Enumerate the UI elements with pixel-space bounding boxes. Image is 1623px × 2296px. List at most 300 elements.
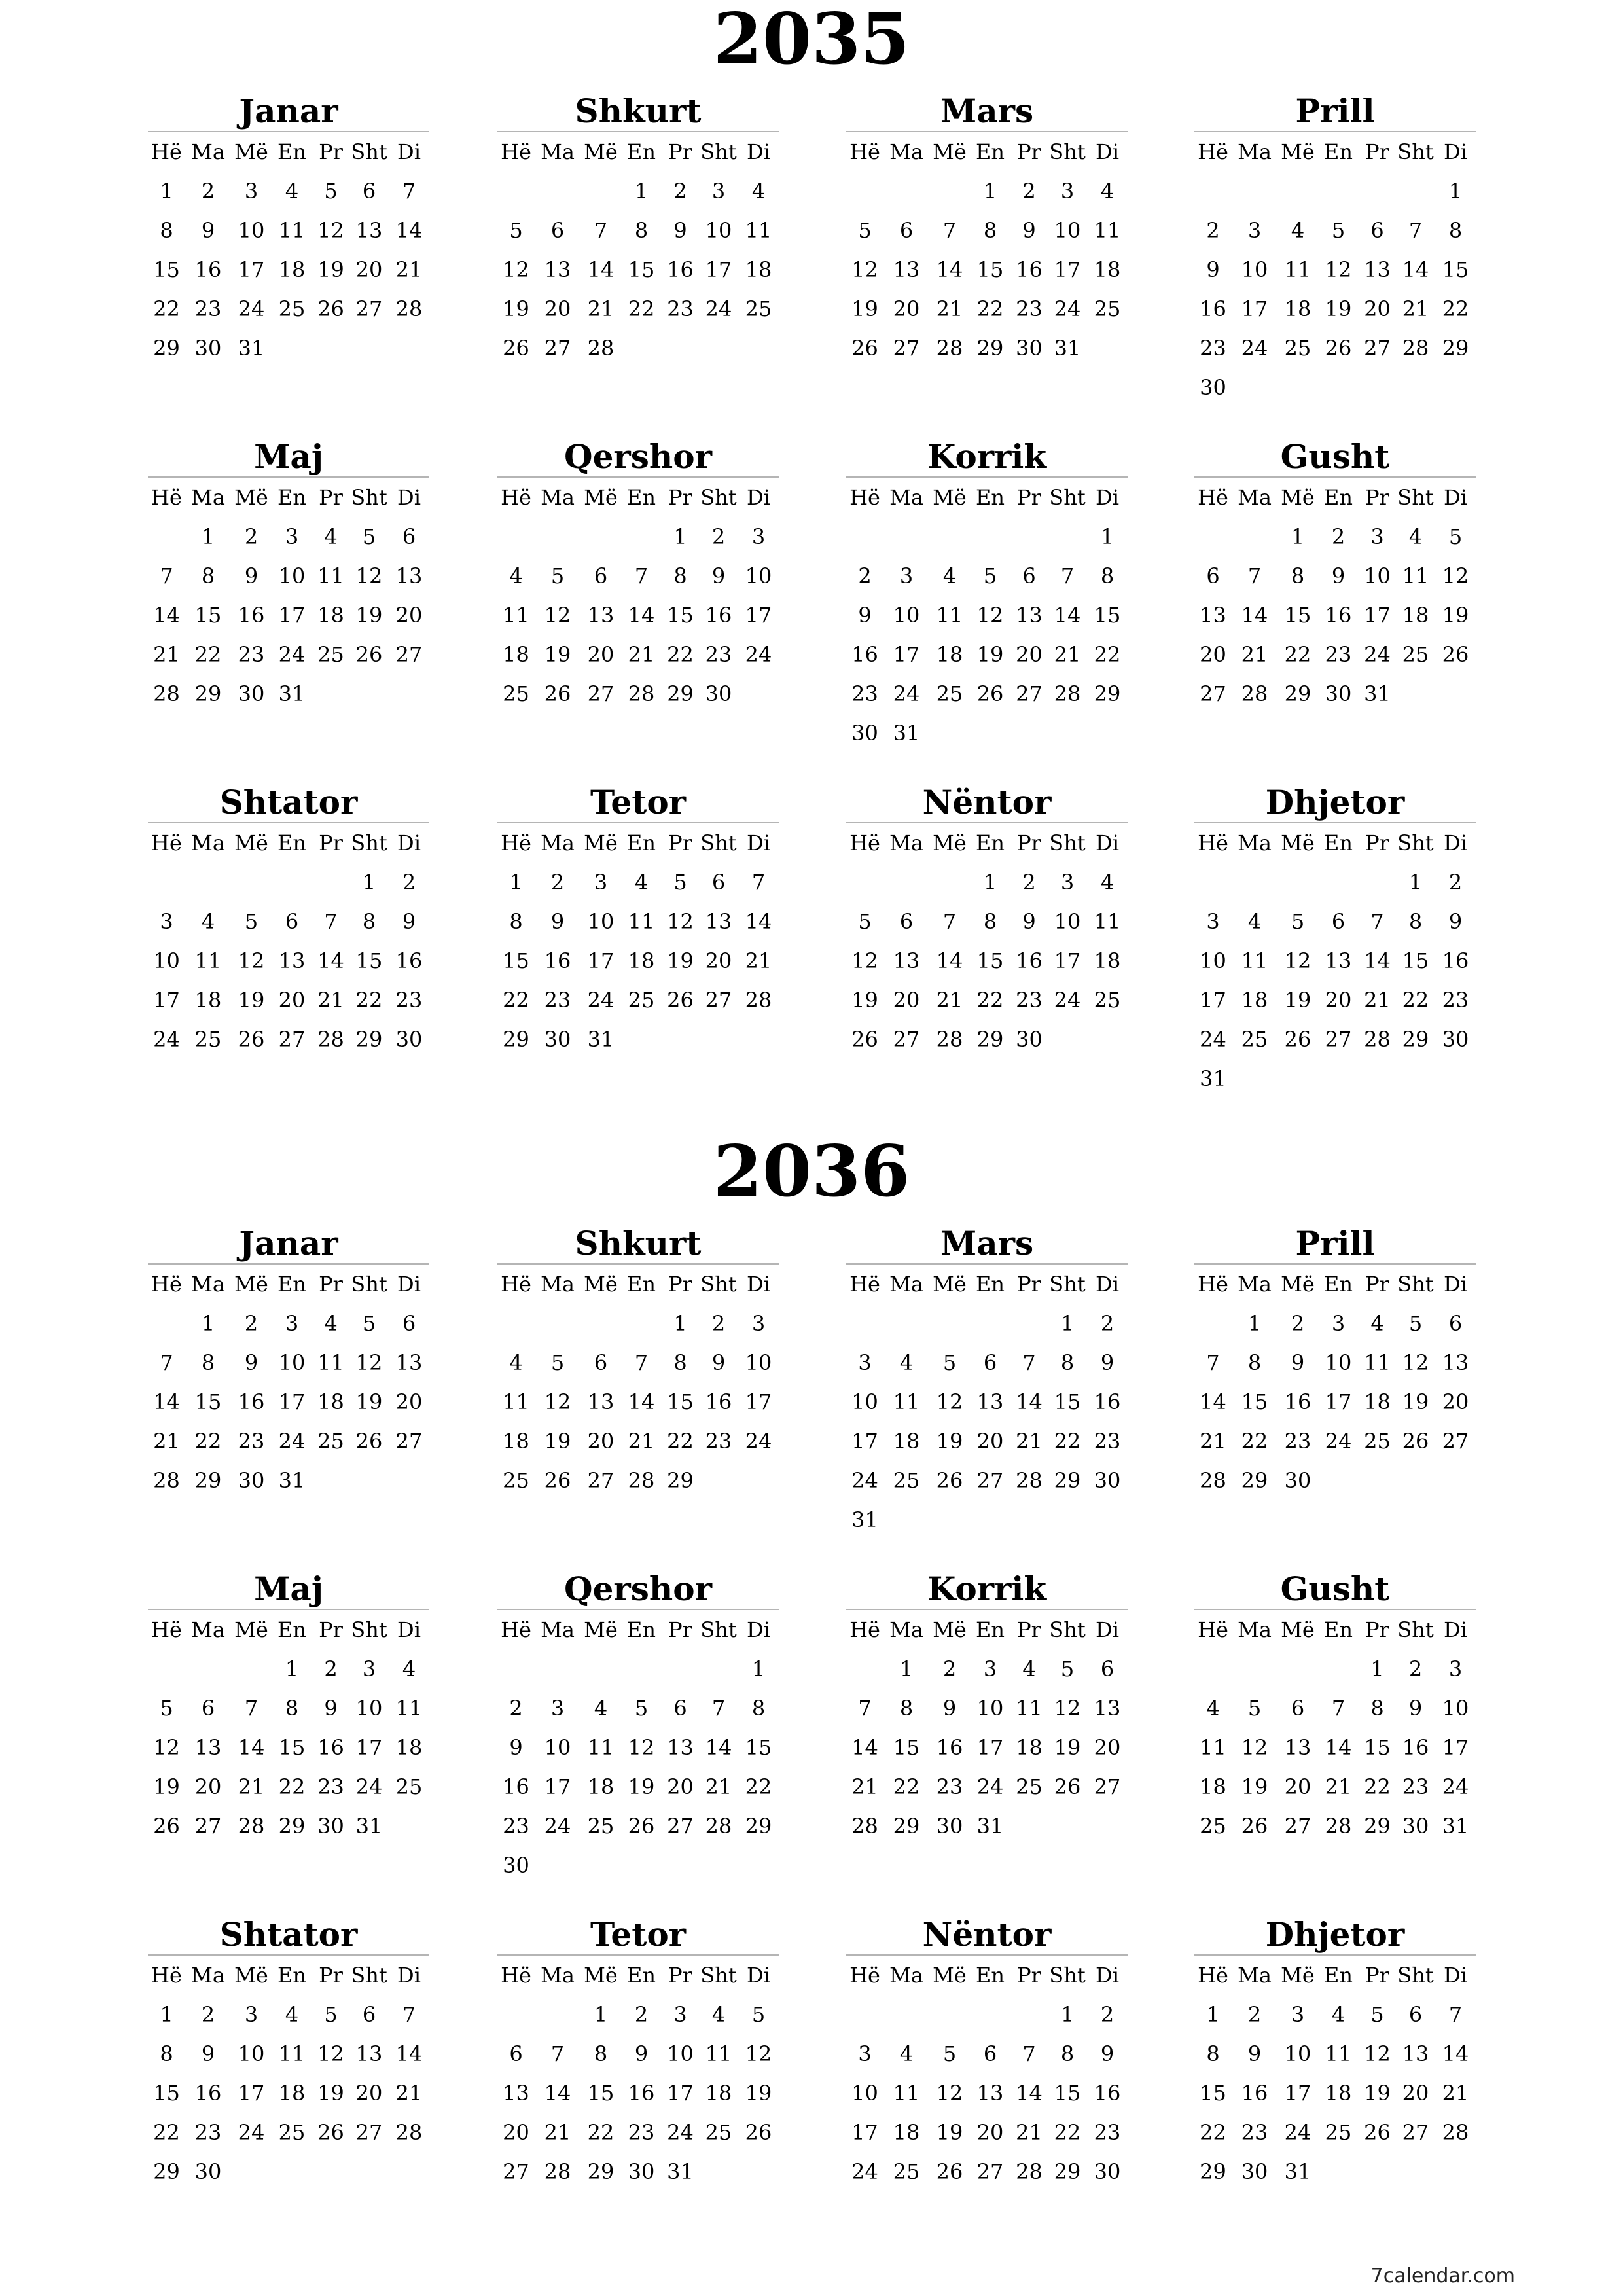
weekday-header: Sht (1049, 1272, 1086, 1297)
day-cell: 29 (153, 2159, 180, 2184)
weekday-header: Di (747, 485, 770, 510)
day-cell: 23 (1200, 336, 1226, 361)
day-cell: 24 (238, 2120, 265, 2145)
day-cell: 11 (278, 218, 306, 243)
day-cell: 1 (160, 2002, 173, 2027)
day-cell: 21 (1402, 296, 1429, 321)
day-cell: 31 (238, 336, 265, 361)
day-cell: 6 (1022, 564, 1036, 588)
day-cell: 30 (1402, 1814, 1429, 1839)
day-cell: 21 (705, 1774, 732, 1799)
day-cell: 24 (1325, 1429, 1352, 1454)
weekday-header: Hë (1198, 485, 1228, 510)
day-cell: 18 (395, 1735, 423, 1760)
day-cell: 8 (1370, 1696, 1384, 1721)
day-cell: 14 (705, 1735, 732, 1760)
day-cell: 9 (1247, 2041, 1262, 2066)
weekday-header: Pr (319, 1272, 343, 1297)
day-cell: 2 (244, 1311, 259, 1336)
weekday-header: En (1324, 1272, 1353, 1297)
day-cell: 22 (976, 296, 1004, 321)
empty-cell (535, 517, 580, 556)
day-cell: 13 (587, 603, 615, 628)
day-cell: 16 (851, 642, 878, 667)
day-cell: 2 (858, 564, 872, 588)
month-name: Nëntor (846, 783, 1128, 823)
weekday-header: Ma (191, 485, 225, 510)
day-cell: 7 (711, 1696, 726, 1721)
day-cell: 7 (550, 2041, 565, 2066)
day-cell: 9 (1206, 257, 1220, 282)
day-cell: 13 (194, 1735, 222, 1760)
month-name: Janar (148, 1224, 429, 1265)
day-cell: 10 (1054, 909, 1081, 934)
day-cell: 13 (1200, 603, 1226, 628)
day-cell: 10 (544, 1735, 571, 1760)
day-cell: 14 (317, 948, 344, 973)
day-cell: 2 (244, 524, 259, 549)
empty-cell (929, 517, 970, 556)
day-cell: 27 (667, 1814, 694, 1839)
day-cell: 14 (1402, 257, 1429, 282)
day-cell: 18 (278, 2081, 306, 2106)
day-cell: 12 (355, 1350, 383, 1375)
weekday-header: Pr (1017, 1272, 1041, 1297)
empty-cell (272, 863, 312, 902)
weekday-header: Ma (541, 139, 575, 164)
day-cell: 27 (587, 681, 615, 706)
day-cell: 21 (628, 642, 655, 667)
day-cell: 5 (942, 2041, 957, 2066)
day-cell: 22 (745, 1774, 772, 1799)
day-cell: 17 (278, 603, 306, 628)
month-janar (148, 1224, 429, 1500)
day-cell: 6 (594, 1350, 608, 1375)
day-grid (148, 478, 429, 713)
day-cell: 23 (936, 1774, 963, 1799)
day-cell: 6 (362, 179, 376, 204)
day-cell: 5 (1060, 1657, 1075, 1681)
month-nëntor (846, 783, 1128, 1059)
day-cell: 15 (503, 948, 529, 973)
empty-cell (1194, 1304, 1232, 1343)
day-cell: 24 (1054, 988, 1081, 1013)
day-cell: 16 (194, 257, 222, 282)
empty-cell (699, 1649, 738, 1689)
day-cell: 5 (244, 909, 259, 934)
day-cell: 23 (628, 2120, 655, 2145)
day-cell: 15 (587, 2081, 615, 2106)
day-cell: 12 (317, 2041, 344, 2066)
day-cell: 28 (1200, 1468, 1226, 1493)
day-cell: 7 (634, 1350, 649, 1375)
day-cell: 28 (153, 1468, 180, 1493)
day-cell: 16 (705, 603, 732, 628)
empty-cell (929, 1304, 970, 1343)
day-cell: 12 (628, 1735, 655, 1760)
day-cell: 10 (1325, 1350, 1352, 1375)
day-cell: 12 (238, 948, 265, 973)
weekday-header: Di (1444, 1617, 1467, 1642)
day-cell: 10 (1442, 1696, 1469, 1721)
footer-credit: 7calendar.com (1370, 2265, 1515, 2287)
day-cell: 26 (1402, 1429, 1429, 1454)
day-cell: 26 (1054, 1774, 1081, 1799)
day-grid (1194, 478, 1476, 713)
month-maj (148, 1570, 429, 1846)
day-cell: 15 (1054, 1390, 1081, 1414)
day-cell: 20 (355, 257, 383, 282)
day-cell: 24 (355, 1774, 383, 1799)
day-cell: 26 (238, 1027, 265, 1052)
day-cell: 15 (278, 1735, 306, 1760)
day-cell: 3 (285, 524, 299, 549)
day-cell: 2 (1448, 870, 1463, 895)
day-cell: 29 (194, 1468, 222, 1493)
empty-cell (497, 171, 535, 211)
day-cell: 26 (1442, 642, 1469, 667)
day-cell: 3 (1331, 1311, 1346, 1336)
month-qershor (497, 437, 779, 713)
day-cell: 26 (851, 1027, 878, 1052)
day-cell: 13 (893, 257, 920, 282)
weekday-header: En (976, 485, 1005, 510)
day-cell: 4 (509, 1350, 523, 1375)
month-name: Shtator (148, 783, 429, 823)
weekday-header: Sht (1049, 831, 1086, 855)
day-cell: 5 (751, 2002, 766, 2027)
day-cell: 27 (1442, 1429, 1469, 1454)
day-cell: 17 (153, 988, 180, 1013)
month-gusht (1194, 437, 1476, 713)
day-cell: 10 (1200, 948, 1226, 973)
weekday-header: Më (1281, 1617, 1315, 1642)
day-cell: 4 (1247, 909, 1262, 934)
empty-cell (1232, 863, 1277, 902)
day-cell: 23 (544, 988, 571, 1013)
empty-cell (1194, 1649, 1232, 1689)
day-cell: 10 (278, 564, 306, 588)
weekday-header: Hë (849, 1617, 880, 1642)
day-cell: 25 (1016, 1774, 1043, 1799)
day-cell: 20 (503, 2120, 529, 2145)
weekday-header: Sht (351, 485, 387, 510)
day-cell: 3 (858, 2041, 872, 2066)
day-cell: 6 (550, 218, 565, 243)
weekday-header: En (627, 1272, 656, 1297)
day-cell: 4 (201, 909, 215, 934)
day-cell: 18 (1241, 988, 1268, 1013)
year-title: 2036 (713, 1130, 910, 1213)
day-cell: 31 (278, 1468, 306, 1493)
empty-cell (148, 517, 185, 556)
weekday-header: Më (584, 1617, 618, 1642)
day-cell: 29 (667, 681, 694, 706)
day-cell: 29 (1284, 681, 1311, 706)
day-grid (846, 823, 1128, 1059)
month-nëntor (846, 1915, 1128, 2191)
day-cell: 6 (402, 524, 416, 549)
day-cell: 28 (317, 1027, 344, 1052)
empty-cell (535, 1995, 580, 2034)
day-cell: 16 (395, 948, 423, 973)
day-cell: 11 (936, 603, 963, 628)
day-cell: 10 (1284, 2041, 1311, 2066)
day-cell: 6 (1331, 909, 1346, 934)
day-cell: 21 (1241, 642, 1268, 667)
day-cell: 14 (851, 1735, 878, 1760)
day-cell: 28 (238, 1814, 265, 1839)
day-cell: 10 (851, 2081, 878, 2106)
day-grid (497, 1610, 779, 1885)
day-cell: 25 (745, 296, 772, 321)
day-cell: 30 (936, 1814, 963, 1839)
weekday-header: En (1324, 831, 1353, 855)
empty-cell (1318, 1649, 1359, 1689)
day-cell: 15 (355, 948, 383, 973)
day-cell: 20 (976, 2120, 1004, 2145)
weekday-header: Di (1096, 1963, 1119, 1988)
day-cell: 2 (1100, 1311, 1115, 1336)
month-name: Prill (1194, 92, 1476, 132)
weekday-header: Ma (1238, 1617, 1272, 1642)
day-cell: 10 (667, 2041, 694, 2066)
day-cell: 20 (194, 1774, 222, 1799)
month-prill (1194, 92, 1476, 407)
day-cell: 7 (942, 218, 957, 243)
day-cell: 27 (355, 296, 383, 321)
day-cell: 18 (1402, 603, 1429, 628)
day-cell: 17 (851, 1429, 878, 1454)
day-cell: 15 (976, 257, 1004, 282)
day-cell: 13 (395, 564, 423, 588)
day-grid (148, 1610, 429, 1846)
day-cell: 7 (1022, 2041, 1036, 2066)
day-cell: 25 (587, 1814, 615, 1839)
month-korrik (846, 437, 1128, 753)
day-cell: 18 (936, 642, 963, 667)
day-cell: 29 (1364, 1814, 1391, 1839)
weekday-header: Sht (1397, 831, 1434, 855)
day-cell: 21 (1200, 1429, 1226, 1454)
weekday-header: Sht (1397, 1963, 1434, 1988)
empty-cell (497, 517, 535, 556)
day-cell: 28 (936, 336, 963, 361)
day-cell: 29 (503, 1027, 529, 1052)
month-name: Shtator (148, 1915, 429, 1956)
day-cell: 24 (1284, 2120, 1311, 2145)
day-cell: 18 (503, 1429, 529, 1454)
day-cell: 20 (278, 988, 306, 1013)
day-cell: 13 (1094, 1696, 1121, 1721)
day-cell: 9 (201, 2041, 215, 2066)
day-cell: 1 (634, 179, 649, 204)
weekday-header: En (277, 1963, 306, 1988)
weekday-header: Më (1281, 1272, 1315, 1297)
weekday-header: Sht (1049, 139, 1086, 164)
day-cell: 24 (851, 2159, 878, 2184)
day-cell: 5 (160, 1696, 173, 1721)
day-cell: 13 (1364, 257, 1391, 282)
day-cell: 29 (976, 1027, 1004, 1052)
day-cell: 24 (587, 988, 615, 1013)
weekday-header: Pr (319, 139, 343, 164)
day-cell: 8 (983, 909, 997, 934)
weekday-header: Hë (501, 1963, 531, 1988)
day-cell: 19 (1284, 988, 1311, 1013)
day-cell: 1 (1448, 179, 1463, 204)
day-cell: 13 (278, 948, 306, 973)
weekday-header: Pr (668, 485, 692, 510)
weekday-header: Pr (1017, 139, 1041, 164)
day-cell: 7 (1370, 909, 1384, 934)
day-cell: 29 (893, 1814, 920, 1839)
day-cell: 29 (278, 1814, 306, 1839)
day-cell: 1 (285, 1657, 299, 1681)
day-cell: 7 (1247, 564, 1262, 588)
day-cell: 30 (194, 2159, 222, 2184)
month-name: Tetor (497, 1915, 779, 1956)
day-cell: 5 (1291, 909, 1305, 934)
day-cell: 22 (667, 642, 694, 667)
day-cell: 6 (983, 2041, 997, 2066)
empty-cell (883, 517, 929, 556)
day-cell: 8 (1247, 1350, 1262, 1375)
day-cell: 7 (244, 1696, 259, 1721)
day-cell: 17 (1325, 1390, 1352, 1414)
day-cell: 16 (1442, 948, 1469, 973)
empty-cell (1010, 1304, 1048, 1343)
day-cell: 20 (1364, 296, 1391, 321)
day-cell: 16 (1241, 2081, 1268, 2106)
weekday-header: Pr (1365, 831, 1389, 855)
day-cell: 13 (893, 948, 920, 973)
day-cell: 4 (594, 1696, 608, 1721)
day-cell: 9 (673, 218, 687, 243)
month-name: Gusht (1194, 437, 1476, 478)
empty-cell (497, 1995, 535, 2034)
weekday-header: Ma (889, 831, 923, 855)
empty-cell (883, 171, 929, 211)
empty-cell (883, 1304, 929, 1343)
day-cell: 19 (153, 1774, 180, 1799)
weekday-header: Di (1444, 1272, 1467, 1297)
day-cell: 16 (1325, 603, 1352, 628)
day-cell: 26 (355, 1429, 383, 1454)
weekday-header: Di (1096, 1617, 1119, 1642)
day-cell: 11 (278, 2041, 306, 2066)
day-cell: 21 (153, 642, 180, 667)
day-cell: 17 (587, 948, 615, 973)
weekday-header: Pr (1017, 831, 1041, 855)
weekday-header: Di (397, 831, 421, 855)
day-cell: 12 (1284, 948, 1311, 973)
day-cell: 22 (628, 296, 655, 321)
day-cell: 3 (711, 179, 726, 204)
day-cell: 27 (976, 2159, 1004, 2184)
day-cell: 6 (899, 909, 914, 934)
weekday-header: Pr (1365, 1617, 1389, 1642)
empty-cell (846, 171, 883, 211)
day-grid (497, 1956, 779, 2191)
day-cell: 11 (317, 564, 344, 588)
weekday-header: Ma (1238, 485, 1272, 510)
weekday-header: Sht (1049, 1617, 1086, 1642)
weekday-header: Sht (1049, 485, 1086, 510)
day-cell: 6 (1408, 2002, 1423, 2027)
weekday-header: Di (747, 1617, 770, 1642)
day-cell: 28 (705, 1814, 732, 1839)
day-cell: 20 (976, 1429, 1004, 1454)
month-shtator (148, 783, 429, 1059)
day-cell: 25 (1284, 336, 1311, 361)
day-cell: 8 (509, 909, 523, 934)
empty-cell (846, 863, 883, 902)
day-cell: 3 (244, 2002, 259, 2027)
empty-cell (535, 1649, 580, 1689)
empty-cell (148, 863, 185, 902)
day-cell: 8 (1448, 218, 1463, 243)
day-cell: 27 (1284, 1814, 1311, 1839)
day-cell: 13 (976, 2081, 1004, 2106)
day-cell: 3 (1291, 2002, 1305, 2027)
day-cell: 4 (1022, 1657, 1036, 1681)
day-cell: 27 (503, 2159, 529, 2184)
day-cell: 16 (667, 257, 694, 282)
day-cell: 19 (1054, 1735, 1081, 1760)
empty-cell (621, 517, 662, 556)
empty-cell (185, 863, 231, 902)
day-cell: 9 (201, 218, 215, 243)
day-cell: 5 (858, 909, 872, 934)
day-cell: 11 (1241, 948, 1268, 973)
day-cell: 7 (1448, 2002, 1463, 2027)
empty-cell (1277, 1649, 1318, 1689)
day-cell: 27 (1200, 681, 1226, 706)
weekday-header: Di (747, 139, 770, 164)
weekday-header: Di (747, 1963, 770, 1988)
day-cell: 24 (1200, 1027, 1226, 1052)
day-cell: 8 (751, 1696, 766, 1721)
day-cell: 3 (1448, 1657, 1463, 1681)
day-cell: 19 (1442, 603, 1469, 628)
day-grid (846, 1956, 1128, 2191)
weekday-header: Më (1281, 831, 1315, 855)
day-cell: 9 (711, 1350, 726, 1375)
day-cell: 8 (1206, 2041, 1220, 2066)
day-cell: 9 (1100, 1350, 1115, 1375)
day-cell: 15 (976, 948, 1004, 973)
day-cell: 29 (1442, 336, 1469, 361)
day-cell: 19 (1241, 1774, 1268, 1799)
day-cell: 6 (1370, 218, 1384, 243)
day-cell: 30 (1241, 2159, 1268, 2184)
day-cell: 11 (1094, 218, 1121, 243)
day-cell: 8 (1060, 1350, 1075, 1375)
day-grid (1194, 1265, 1476, 1500)
month-shkurt (497, 92, 779, 368)
day-cell: 13 (1016, 603, 1043, 628)
day-cell: 12 (1325, 257, 1352, 282)
weekday-header: En (627, 485, 656, 510)
day-cell: 31 (355, 1814, 383, 1839)
day-cell: 27 (1016, 681, 1043, 706)
weekday-header: Sht (700, 485, 737, 510)
day-grid (148, 132, 429, 368)
day-cell: 2 (1408, 1657, 1423, 1681)
day-cell: 21 (745, 948, 772, 973)
day-cell: 9 (402, 909, 416, 934)
